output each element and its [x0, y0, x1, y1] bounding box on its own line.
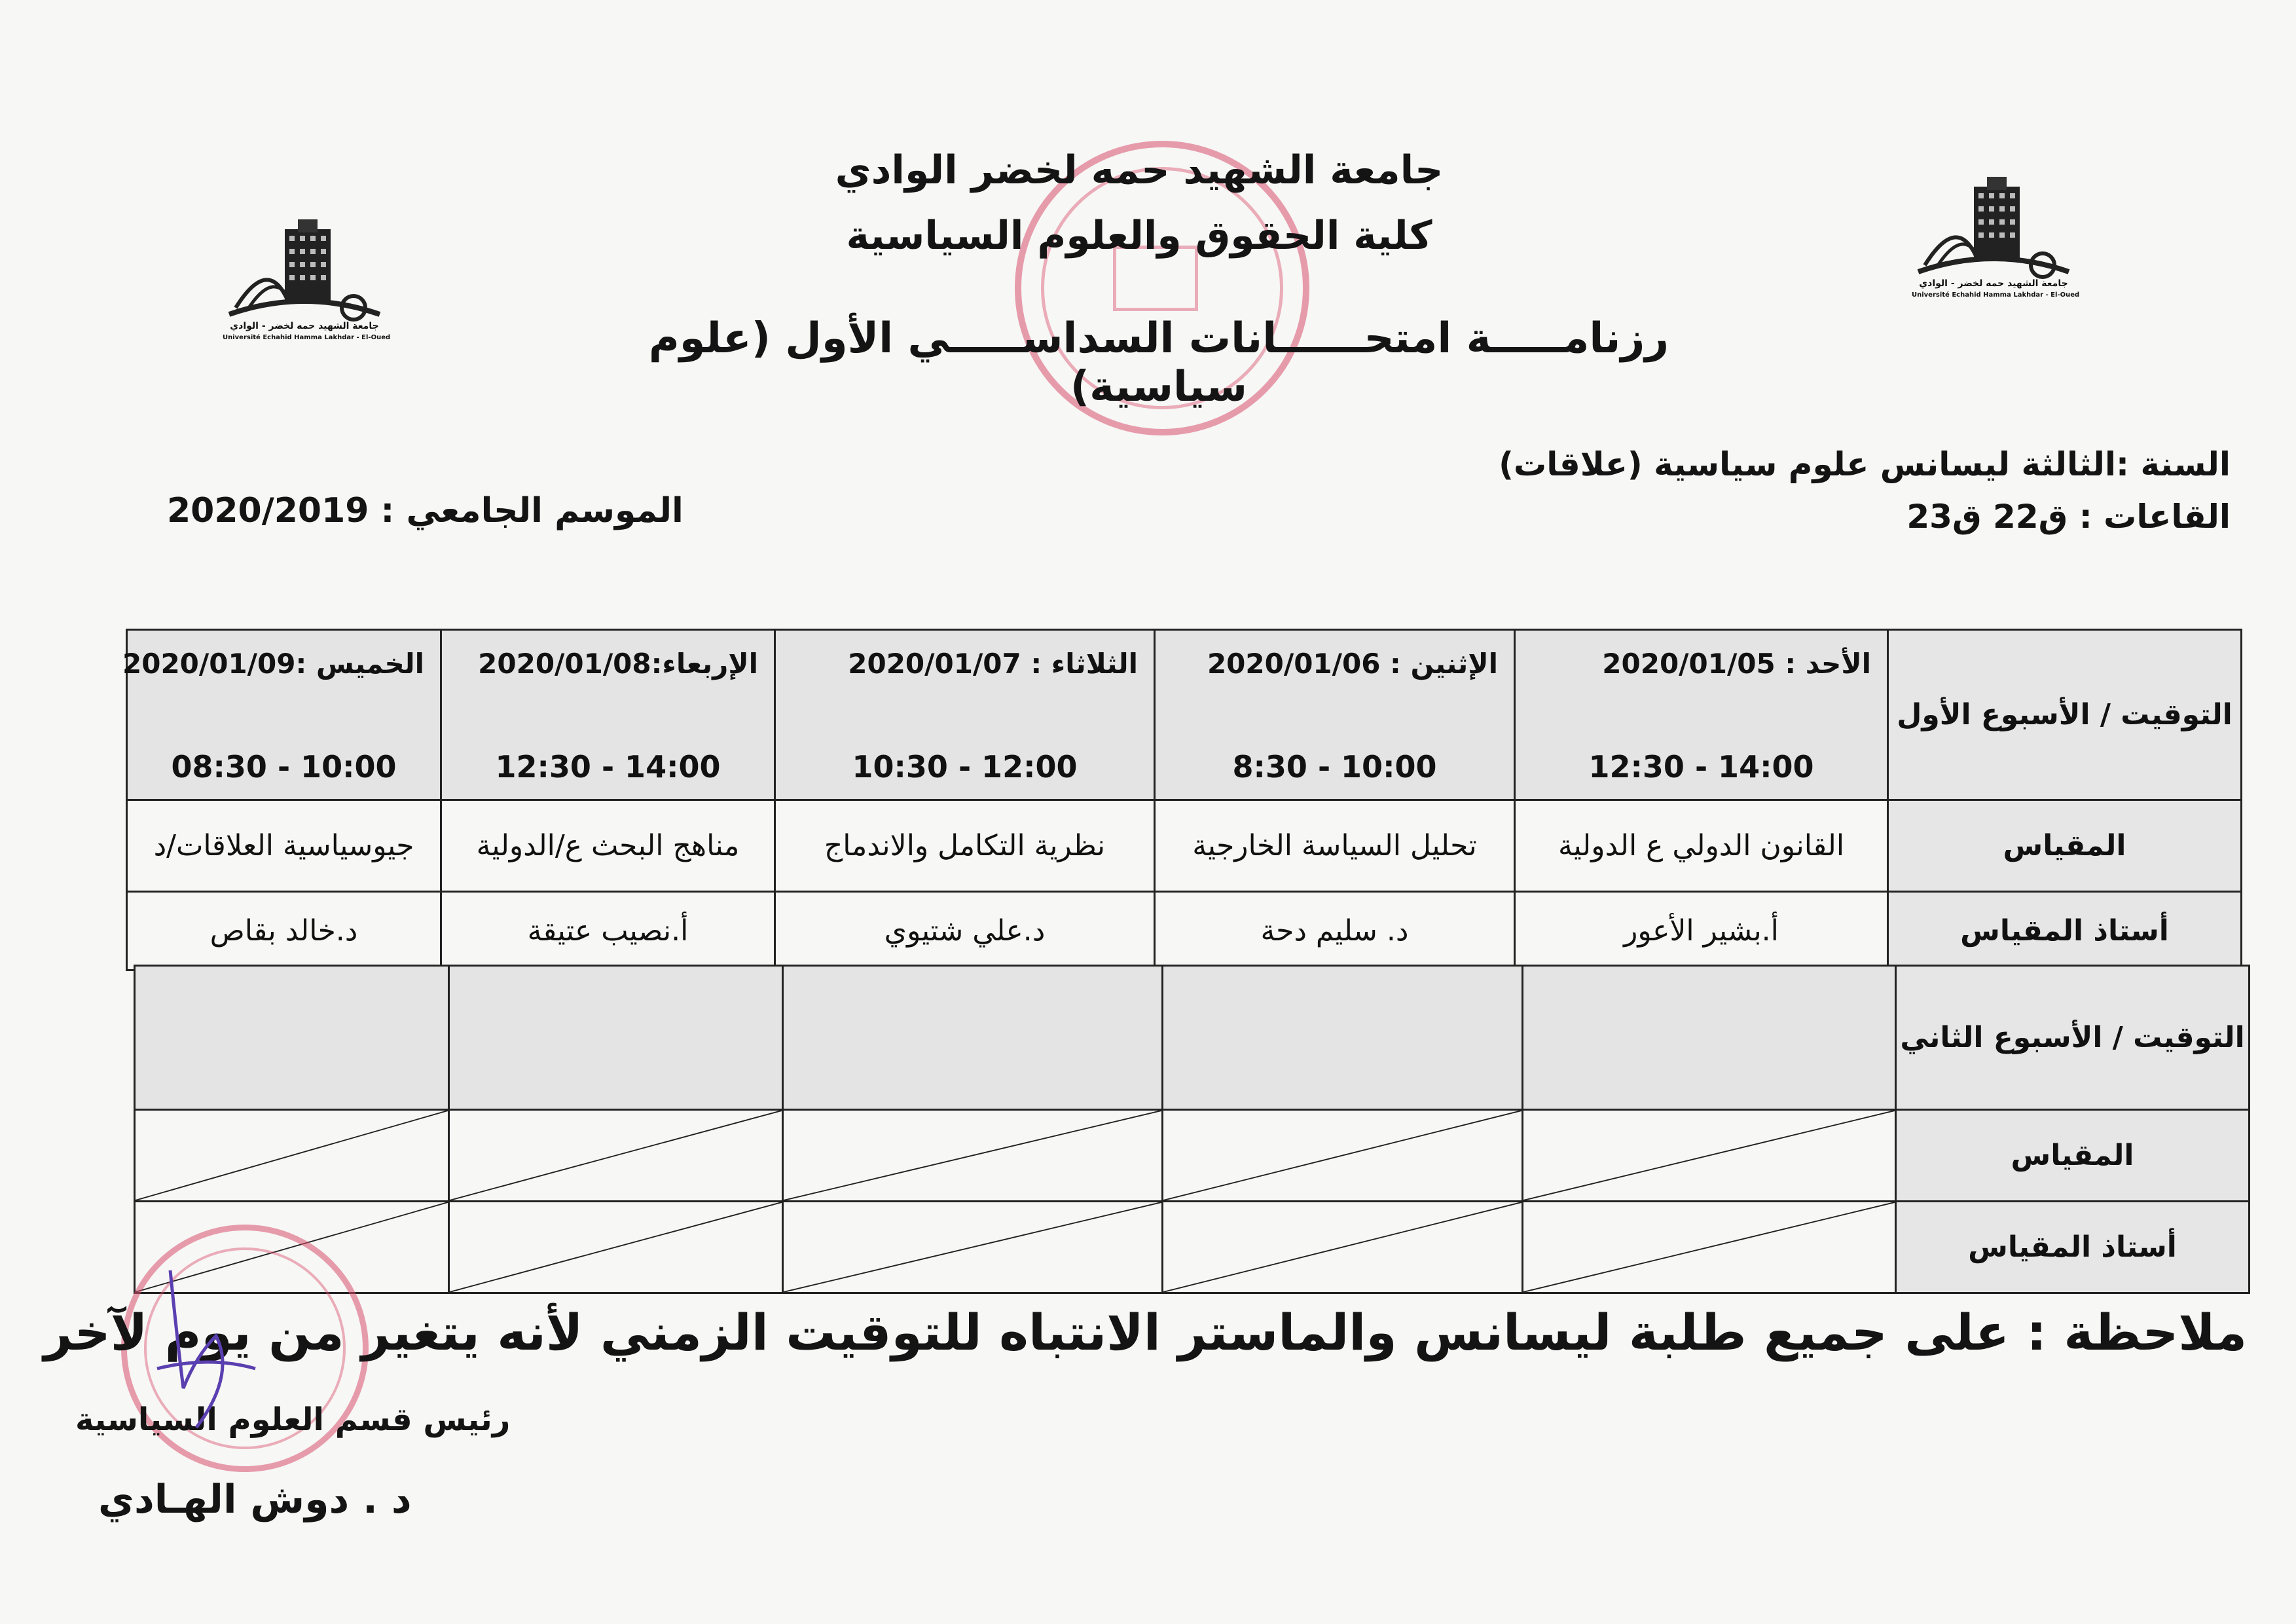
empty-cell: [783, 1202, 1163, 1293]
exam-time: 8:30 - 10:00: [1232, 749, 1437, 784]
empty-cell: [449, 1202, 783, 1293]
empty-cell: [783, 1110, 1163, 1202]
rooms-label: القاعات : ق22 ق23: [1906, 498, 2231, 536]
season-label: الموسم الجامعي : 2020/2019: [167, 491, 683, 530]
handwritten-signature: [131, 1257, 275, 1454]
week2-teacher-label: أستاذ المقياس: [1896, 1202, 2250, 1293]
logo-caption-arabic: جامعة الشهيد حمه لخضر - الوادي: [230, 321, 379, 331]
teacher-cell: د.خالد بقاص: [127, 892, 441, 970]
week2-subject-label: المقياس: [1896, 1110, 2250, 1202]
signature-role: رئيس قسم العلوم السياسية: [75, 1401, 511, 1438]
logo-caption-latin: Université Echahid Hamma Lakhdar - El-Oued: [223, 334, 391, 341]
exam-time: 12:30 - 14:00: [495, 749, 721, 784]
week1-day-cell: [1155, 630, 1515, 800]
subject-cell: مناهج البحث ع/الدولية: [441, 800, 775, 892]
university-building-icon: [223, 216, 386, 327]
week2-label: التوقيت / الأسبوع الثاني: [1896, 966, 2250, 1110]
faculty-name: كلية الحقوق والعلوم السياسية: [846, 213, 1432, 259]
week2-table: [134, 965, 2250, 1294]
empty-cell: [135, 1110, 449, 1202]
signature-name: د . دوش الهـادي: [98, 1477, 412, 1522]
week1-subject-label: المقياس: [1888, 800, 2242, 892]
year-label: السنة :الثالثة ليسانس علوم سياسية (علاقات): [1499, 445, 2231, 483]
week1-day-cell: [1515, 630, 1888, 800]
logo-caption-arabic: جامعة الشهيد حمه لخضر - الوادي: [1919, 278, 2068, 289]
week1-table: [122, 629, 2242, 971]
university-name: جامعة الشهيد حمه لخضر الوادي: [835, 147, 1444, 193]
teacher-cell: د.علي شتيوي: [775, 892, 1155, 970]
day-date: الإربعاء:2020/01/08: [478, 648, 758, 680]
empty-cell: [1163, 1202, 1523, 1293]
week2-day-cell: [449, 966, 783, 1110]
empty-cell: [1523, 1202, 1896, 1293]
note-text: ملاحظة : على جميع طلبة ليسانس والماستر الانتباه للتوقيت الزمني لأنه يتغير من يوم لآخر: [43, 1303, 2247, 1361]
week2-day-cell: [1523, 966, 1896, 1110]
week1-teacher-label: أستاذ المقياس: [1888, 892, 2242, 970]
week1-day-cell: [441, 630, 775, 800]
week1-day-cell: [122, 630, 441, 800]
day-date: الأحد : 2020/01/05: [1602, 648, 1871, 680]
logo-caption-latin: Université Echahid Hamma Lakhdar - El-Oued: [1912, 291, 2080, 299]
week1-label: التوقيت / الأسبوع الأول: [1888, 630, 2242, 800]
subject-cell: تحليل السياسة الخارجية: [1155, 800, 1515, 892]
exam-time: 10:30 - 12:00: [852, 749, 1078, 784]
university-logo-left: [223, 216, 391, 347]
exam-time: 08:30 - 10:00: [171, 749, 397, 784]
exam-time: 12:30 - 14:00: [1588, 749, 1814, 784]
subject-cell: القانون الدولي ع الدولية: [1515, 800, 1888, 892]
teacher-cell: د. سليم دحة: [1155, 892, 1515, 970]
subject-cell: نظرية التكامل والاندماج: [775, 800, 1155, 892]
subject-cell: جيوسياسية العلاقات/د: [127, 800, 441, 892]
day-date: الإثنين : 2020/01/06: [1207, 648, 1498, 680]
teacher-cell: أ.بشير الأعور: [1515, 892, 1888, 970]
week2-day-cell: [135, 966, 449, 1110]
page-title: رزنامـــــة امتحــــــانات السداســـــي الأول (علوم سياسية): [648, 314, 1669, 411]
week1-day-cell: [775, 630, 1155, 800]
university-logo-right: [1912, 174, 2080, 304]
university-building-icon: [1912, 174, 2075, 285]
week2-day-cell: [1163, 966, 1523, 1110]
day-date: الثلاثاء : 2020/01/07: [848, 648, 1138, 680]
teacher-cell: أ.نصيب عتيقة: [441, 892, 775, 970]
empty-cell: [1163, 1110, 1523, 1202]
week2-day-cell: [783, 966, 1163, 1110]
empty-cell: [1523, 1110, 1896, 1202]
day-date: الخميس :2020/01/09: [122, 648, 424, 680]
empty-cell: [449, 1110, 783, 1202]
